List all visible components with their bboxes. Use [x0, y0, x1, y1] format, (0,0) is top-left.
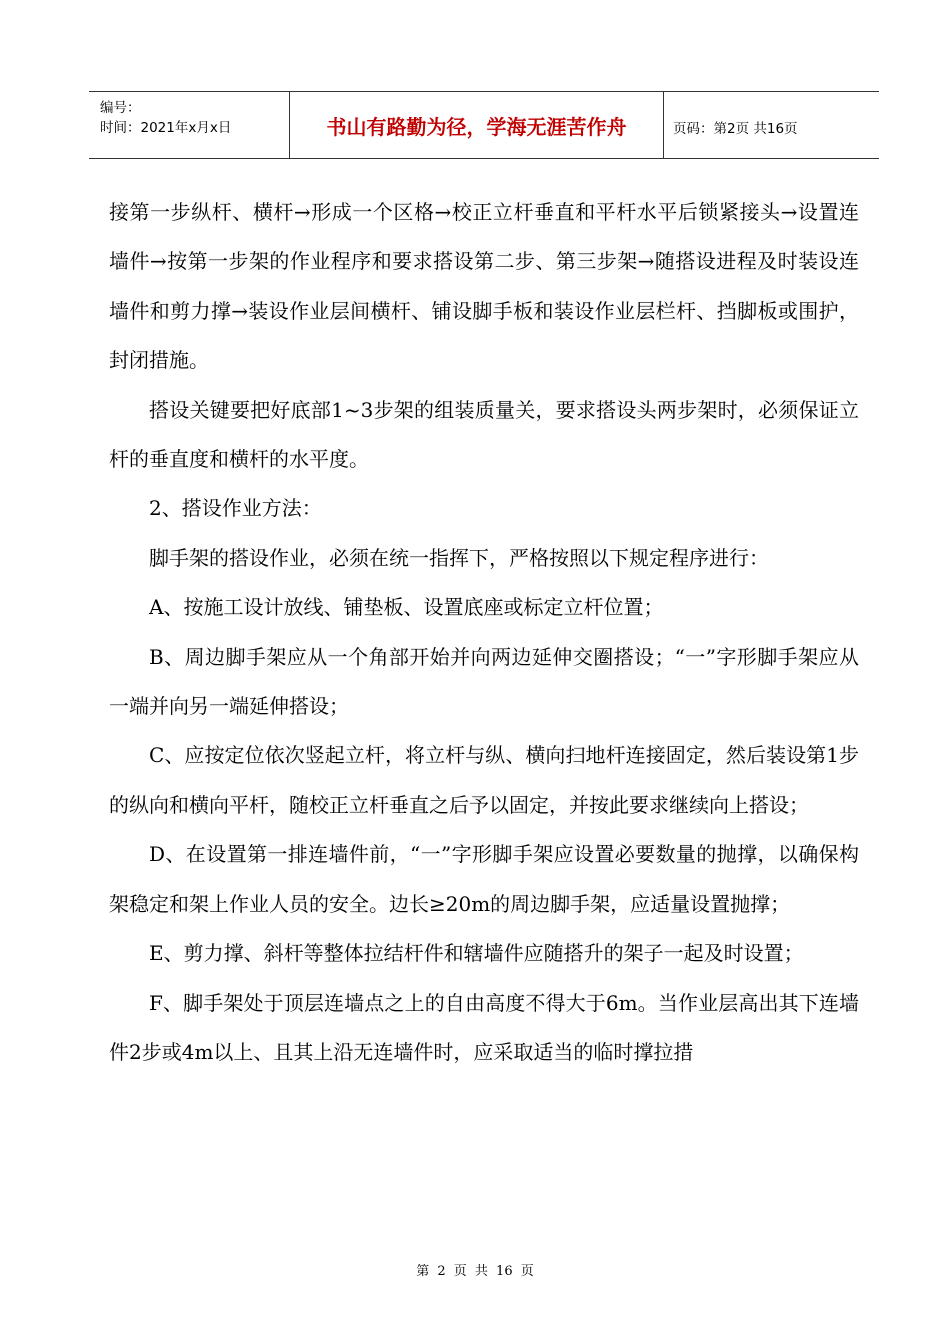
body-paragraph: 搭设关键要把好底部1~3步架的组装质量关，要求搭设头两步架时，必须保证立杆的垂直度和横杆的水平度。 [109, 397, 859, 472]
body-paragraph: E、剪力撑、斜杆等整体拉结杆件和辖墙件应随搭升的架子一起及时设置； [149, 941, 804, 966]
header-page-info: 页码：第2页 共16页 [673, 121, 798, 137]
section-heading: 2、搭设作业方法： [149, 496, 322, 521]
header-meta-cell [89, 92, 289, 158]
document-body [109, 188, 859, 1077]
body-paragraph: A、按施工设计放线、铺垫板、设置底座或标定立杆位置； [149, 595, 664, 620]
body-paragraph: B、周边脚手架应从一个角部开始并向两边延伸交圈搭设；“一”字形脚手架应从一端并向另一端延伸搭设； [109, 644, 859, 719]
header-motto: 书山有路勤为径，学海无涯苦作舟 [326, 115, 627, 139]
body-paragraph: 脚手架的搭设作业，必须在统一指挥下，严格按照以下规定程序进行： [149, 545, 769, 570]
header-page-cell [663, 92, 879, 158]
header-motto-cell [289, 92, 664, 158]
body-paragraph: 接第一步纵杆、横杆→形成一个区格→校正立杆垂直和平杆水平后锁紧接头→设置连墙件→按第一步架的作业程序和要求搭设第二步、第三步架→随搭设进程及时装设连墙件和剪力撑→装设作业层间横杆、铺设脚手板和装设作业层栏杆、挡脚板或围护，封闭措施。 [109, 200, 859, 373]
page-header-table [89, 91, 879, 159]
document-number-label: 编号： [100, 100, 141, 116]
page-footer: 第 2 页 共 16 页 [416, 1264, 534, 1279]
body-paragraph: C、应按定位依次竖起立杆，将立杆与纵、横向扫地杆连接固定，然后装设第1步的纵向和横向平杆，随校正立杆垂直之后予以固定，并按此要求继续向上搭设； [109, 743, 859, 817]
body-paragraph: D、在设置第一排连墙件前，“一”字形脚手架应设置必要数量的抛撑，以确保构架稳定和架上作业人员的安全。边长≥20m的周边脚手架，应适量设置抛撑； [109, 842, 859, 916]
body-paragraph: F、脚手架处于顶层连墙点之上的自由高度不得大于6m。当作业层高出其下连墙件2步或4m以上、且其上沿无连墙件时，应采取适当的临时撑拉措 [109, 990, 859, 1064]
document-time-label: 时间：2021年x月x日 [100, 120, 232, 136]
